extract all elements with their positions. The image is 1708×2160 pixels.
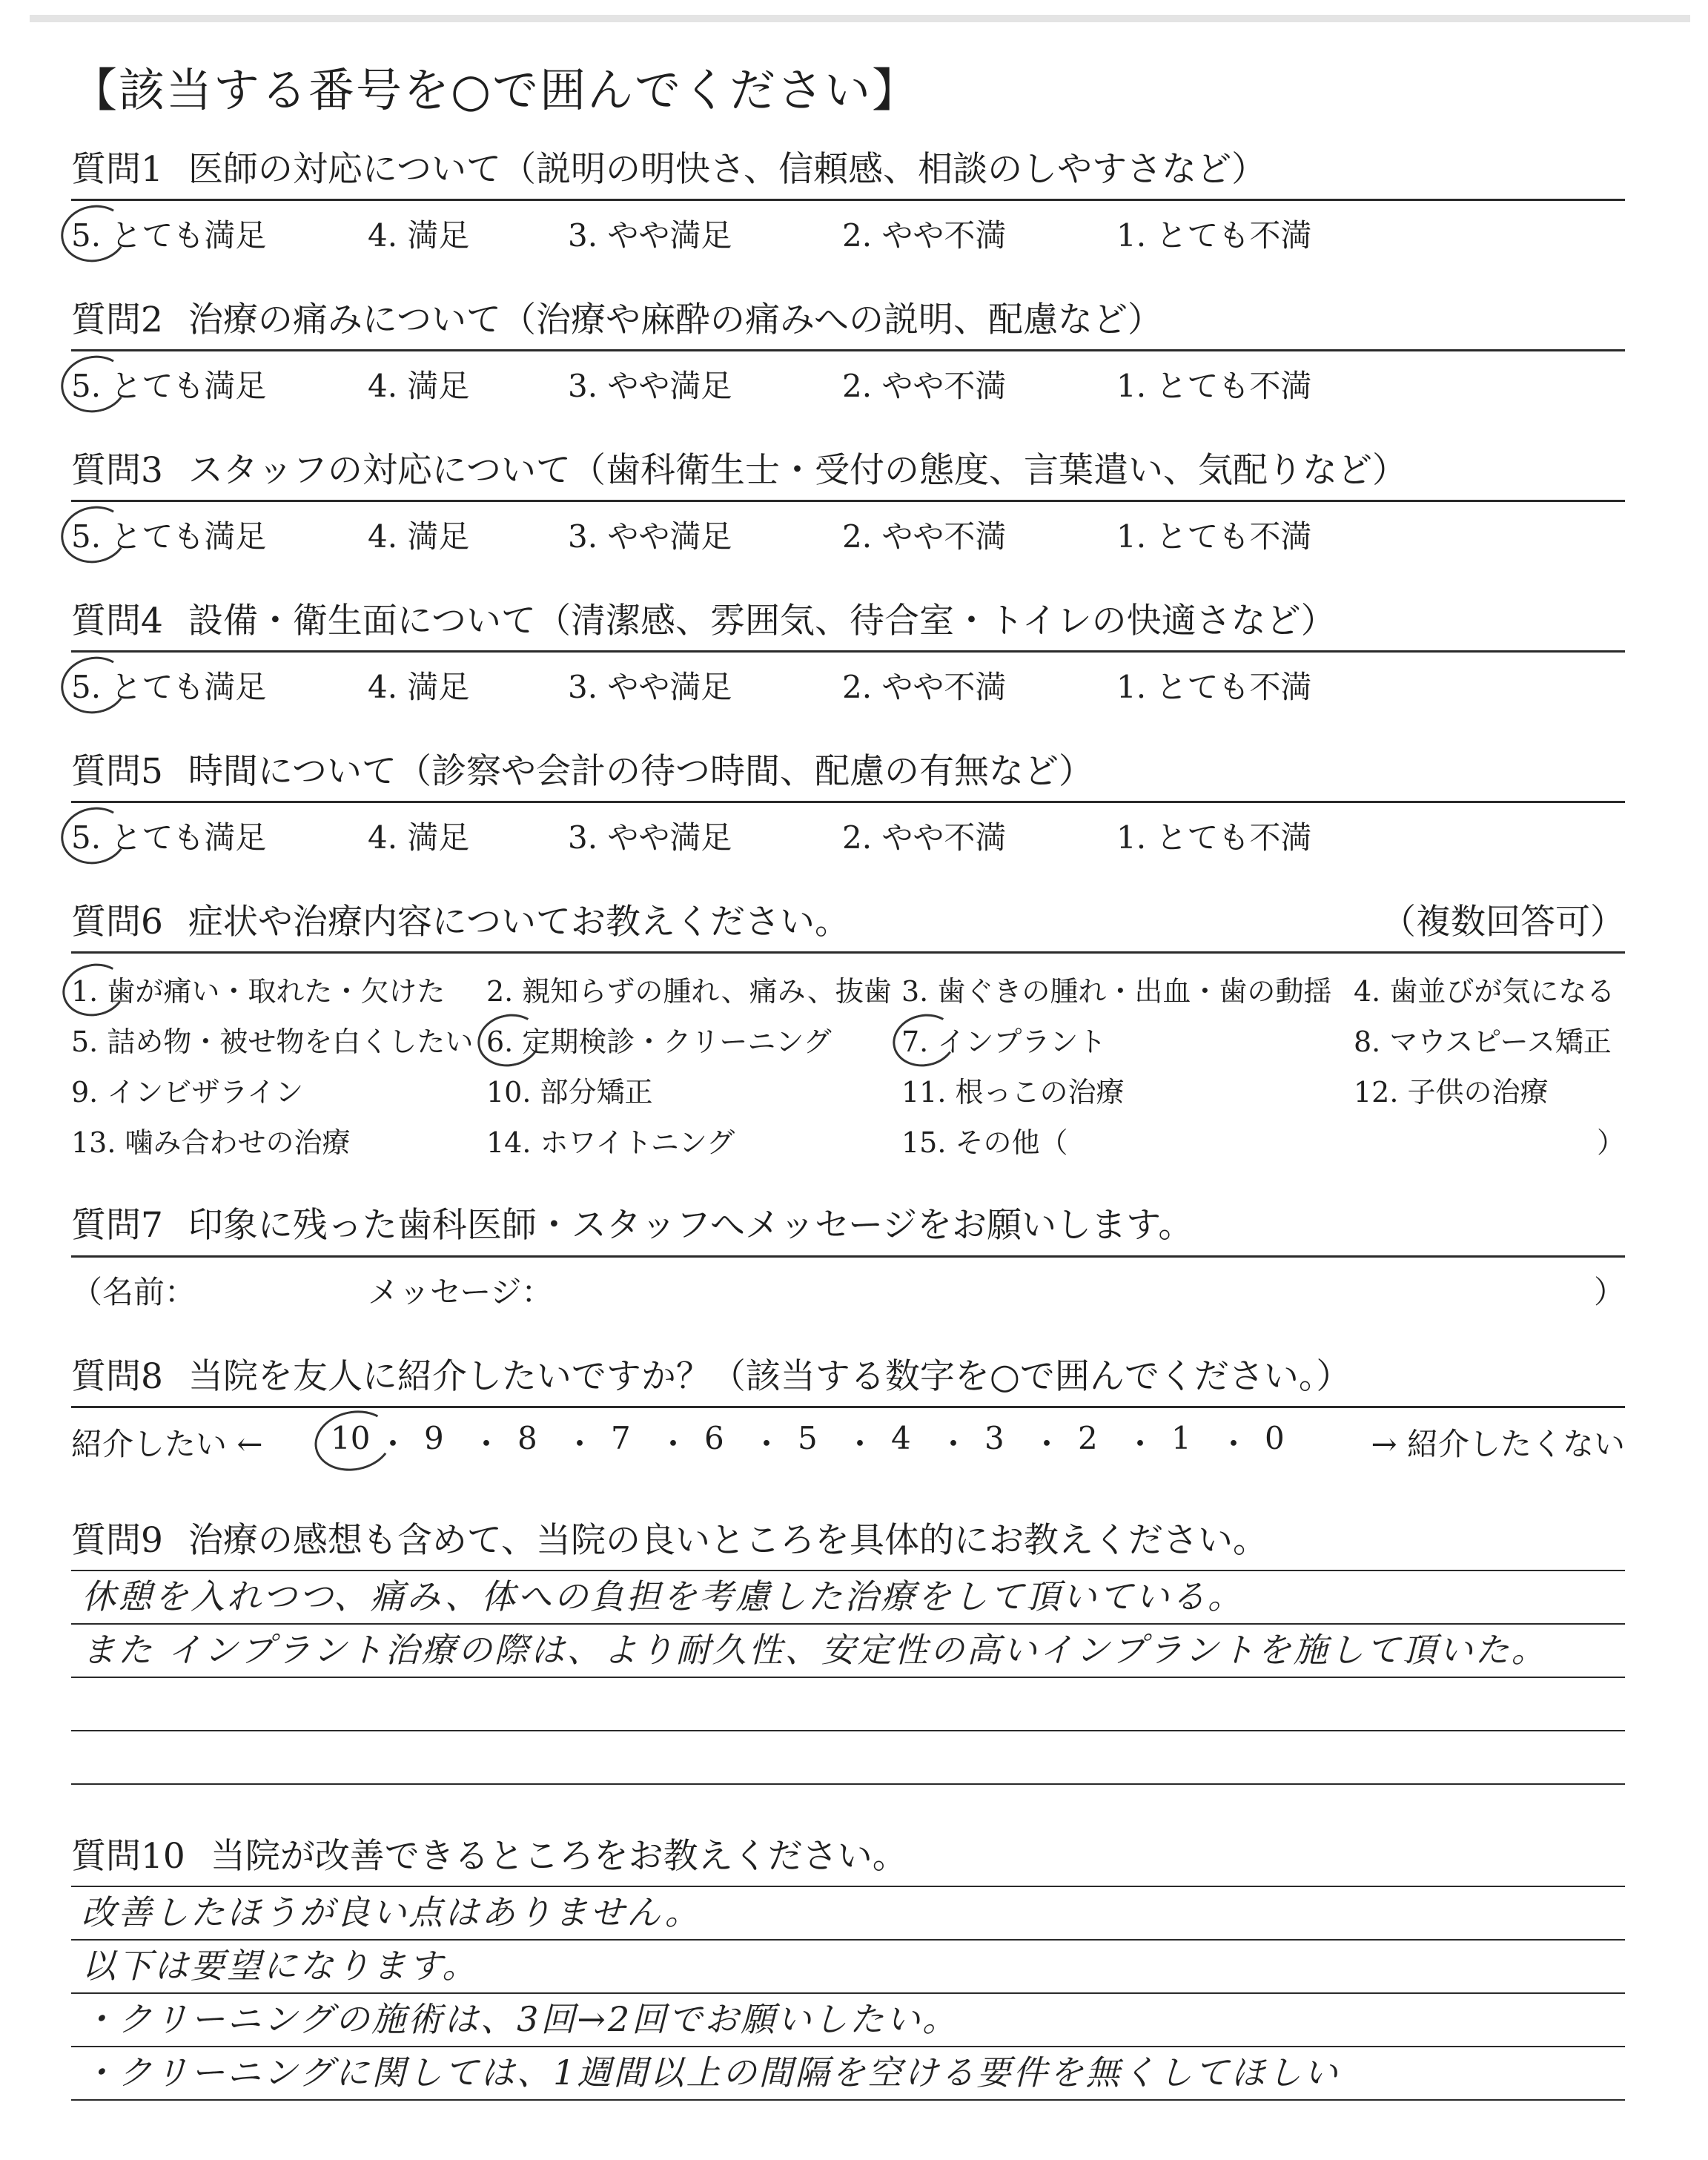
rating-option-1[interactable]: 1. とても不満 [1116, 368, 1312, 405]
answer-line[interactable] [71, 1994, 1625, 2047]
rating-option-4[interactable]: 4. 満足 [368, 368, 470, 405]
scale-separator: ・ [658, 1425, 689, 1462]
answer-line[interactable] [71, 1625, 1625, 1678]
handwritten-answer: ・クリーニングの施術は、3回→2回でお願いしたい。 [82, 1998, 959, 2039]
rating-options [71, 201, 1625, 254]
question-text: 時間について（診察や会計の待つ時間、配慮の有無など） [188, 751, 1093, 793]
question-7-header [71, 1206, 1625, 1257]
question-text: 当院が改善できるところをお教えください。 [210, 1835, 907, 1877]
hand-drawn-circle-mark [58, 958, 131, 1022]
scale-separator: ・ [471, 1425, 503, 1462]
scale-value-6[interactable]: 6 [704, 1419, 724, 1456]
q6-option-13[interactable]: 13. 噛み合わせの治療 [71, 1126, 351, 1160]
rating-option-4[interactable]: 4. 満足 [368, 217, 470, 254]
answer-line[interactable] [71, 2047, 1625, 2101]
scale-value-7[interactable]: 7 [611, 1419, 631, 1456]
hand-drawn-circle-mark [473, 1008, 546, 1072]
rating-option-2[interactable]: 2. やや不満 [842, 819, 1007, 856]
question-4-header [71, 601, 1625, 653]
answer-line[interactable] [71, 1731, 1625, 1785]
question-10-header [71, 1837, 1625, 1886]
question-number: 質問7 [71, 1205, 163, 1246]
name-label: （名前： [71, 1273, 196, 1310]
scale-separator: ・ [564, 1425, 596, 1462]
question-number: 質問5 [71, 751, 163, 793]
rating-option-5[interactable]: 5. とても満足 [71, 819, 267, 856]
rating-option-4[interactable]: 4. 満足 [368, 819, 470, 856]
rating-option-1[interactable]: 1. とても不満 [1116, 669, 1312, 706]
scale-separator: ・ [1218, 1425, 1250, 1462]
hand-drawn-circle-mark [56, 651, 133, 720]
q6-option-8[interactable]: 8. マウスピース矯正 [1354, 1025, 1612, 1059]
hand-drawn-circle-mark [56, 501, 133, 569]
answer-line[interactable] [71, 1571, 1625, 1625]
answer-line[interactable] [71, 1941, 1625, 1994]
scale-separator: ・ [1125, 1425, 1156, 1462]
q6-option-12[interactable]: 12. 子供の治療 [1354, 1076, 1549, 1109]
q6-option-6[interactable]: 6. 定期検診・クリーニング [486, 1025, 832, 1059]
rating-option-1[interactable]: 1. とても不満 [1116, 217, 1312, 254]
q6-option-14[interactable]: 14. ホワイトニング [486, 1126, 735, 1160]
question-7 [71, 1206, 1625, 1310]
answer-line[interactable] [71, 1678, 1625, 1731]
q6-option-4[interactable]: 4. 歯並びが気になる [1354, 975, 1615, 1008]
question-text: スタッフの対応について（歯科衛生士・受付の態度、言葉遣い、気配りなど） [188, 450, 1407, 492]
rating-option-3[interactable]: 3. やや満足 [568, 669, 732, 706]
question-text: 医師の対応について（説明の明快さ、信頼感、相談のしやすさなど） [188, 149, 1267, 191]
question-5-header [71, 752, 1625, 803]
question-text: 症状や治療内容についてお教えください。 [188, 902, 850, 943]
scale-separator: ・ [751, 1425, 783, 1462]
question-2-header [71, 300, 1625, 351]
question-number: 質問1 [71, 149, 163, 191]
scale-separator: ・ [844, 1425, 876, 1462]
q6-option-9[interactable]: 9. インビザライン [71, 1076, 304, 1109]
question-number: 質問9 [71, 1519, 163, 1561]
handwritten-answer: また インプラント治療の際は、より耐久性、安定性の高いインプラントを施して頂いた。 [82, 1629, 1548, 1670]
question-10 [71, 1837, 1625, 2101]
question-3 [71, 451, 1625, 555]
rating-options [71, 803, 1625, 856]
rating-option-3[interactable]: 3. やや満足 [568, 518, 732, 555]
survey-form [71, 65, 1625, 2147]
rating-options [71, 502, 1625, 555]
scale-left-label: 紹介したい ← [71, 1425, 263, 1462]
hand-drawn-circle-mark [56, 199, 133, 268]
rating-option-5[interactable]: 5. とても満足 [71, 368, 267, 405]
scale-value-2[interactable]: 2 [1078, 1419, 1098, 1456]
scale-value-10[interactable]: 10 [331, 1419, 371, 1456]
rating-options [71, 653, 1625, 706]
question-1 [71, 150, 1625, 254]
question-text: 設備・衛生面について（清潔感、雰囲気、待合室・トイレの快適さなど） [188, 601, 1336, 642]
rating-option-2[interactable]: 2. やや不満 [842, 518, 1007, 555]
scale-value-9[interactable]: 9 [424, 1419, 444, 1456]
handwritten-answer: 休憩を入れつつ、痛み、体への負担を考慮した治療をして頂いている。 [82, 1576, 1244, 1616]
question-9 [71, 1521, 1625, 1785]
q6-options [71, 954, 1625, 1176]
rating-option-3[interactable]: 3. やや満足 [568, 819, 732, 856]
recommend-scale [71, 1408, 1625, 1475]
q6-option-5[interactable]: 5. 詰め物・被せ物を白くしたい [71, 1025, 474, 1059]
question-text: 治療の痛みについて（治療や麻酔の痛みへの説明、配慮など） [188, 300, 1163, 341]
scale-right-label: → 紹介したくない [1371, 1425, 1625, 1462]
question-8 [71, 1357, 1625, 1475]
rating-option-4[interactable]: 4. 満足 [368, 669, 470, 706]
rating-options [71, 351, 1625, 405]
close-paren: ） [1593, 1273, 1625, 1310]
q6-option-1[interactable]: 1. 歯が痛い・取れた・欠けた [71, 975, 446, 1008]
question-number: 質問2 [71, 300, 163, 341]
question-text: 印象に残った歯科医師・スタッフへメッセージをお願いします。 [188, 1205, 1194, 1246]
rating-option-4[interactable]: 4. 満足 [368, 518, 470, 555]
q10-answer-lines [71, 1886, 1625, 2101]
rating-option-2[interactable]: 2. やや不満 [842, 368, 1007, 405]
scale-value-8[interactable]: 8 [517, 1419, 537, 1456]
question-number: 質問3 [71, 450, 163, 492]
q6-option-10[interactable]: 10. 部分矯正 [486, 1076, 653, 1109]
rating-option-2[interactable]: 2. やや不満 [842, 669, 1007, 706]
question-number: 質問4 [71, 601, 163, 642]
handwritten-answer: 改善したほうが良い点はありません。 [82, 1892, 701, 1932]
rating-option-1[interactable]: 1. とても不満 [1116, 518, 1312, 555]
question-number: 質問8 [71, 1355, 163, 1397]
question-1-header [71, 150, 1625, 201]
scale-value-1[interactable]: 1 [1171, 1419, 1191, 1456]
scale-separator: ・ [1031, 1425, 1063, 1462]
scale-value-3[interactable]: 3 [984, 1419, 1004, 1456]
question-5 [71, 752, 1625, 856]
answer-line[interactable] [71, 1887, 1625, 1941]
scale-separator: ・ [377, 1425, 409, 1462]
rating-option-3[interactable]: 3. やや満足 [568, 217, 732, 254]
q6-option-15[interactable]: 15. その他（ [901, 1126, 1068, 1160]
q6-option-11[interactable]: 11. 根っこの治療 [901, 1076, 1125, 1109]
question-4 [71, 601, 1625, 706]
question-number: 質問6 [71, 902, 163, 943]
question-text: 治療の感想も含めて、当院の良いところを具体的にお教えください。 [188, 1519, 1268, 1561]
rating-option-1[interactable]: 1. とても不満 [1116, 819, 1312, 856]
rating-option-3[interactable]: 3. やや満足 [568, 368, 732, 405]
question-number: 質問10 [71, 1835, 185, 1877]
handwritten-answer: 以下は要望になります。 [82, 1945, 479, 1986]
message-label[interactable]: メッセージ： [368, 1273, 553, 1310]
handwritten-answer: ・クリーニングに関しては、1週間以上の間隔を空ける要件を無くしてほしい [82, 2052, 1340, 2093]
hand-drawn-circle-mark [56, 350, 133, 419]
scale-separator: ・ [938, 1425, 970, 1462]
q6-option-7[interactable]: 7. インプラント [901, 1025, 1107, 1059]
question-2 [71, 300, 1625, 405]
rating-option-2[interactable]: 2. やや不満 [842, 217, 1007, 254]
q6-option-2[interactable]: 2. 親知らずの腫れ、痛み、抜歯 [486, 975, 892, 1008]
question-9-header [71, 1521, 1625, 1570]
q9-answer-lines [71, 1570, 1625, 1785]
rating-option-5[interactable]: 5. とても満足 [71, 669, 267, 706]
hand-drawn-circle-mark [56, 802, 133, 871]
question-6 [71, 902, 1625, 1176]
question-8-header [71, 1357, 1625, 1408]
scan-top-edge [30, 15, 1690, 22]
q6-option-3[interactable]: 3. 歯ぐきの腫れ・出血・歯の動揺 [901, 975, 1332, 1008]
question-6-header [71, 902, 1625, 954]
other-close-paren: ） [1596, 1126, 1625, 1160]
scale-value-0[interactable]: 0 [1265, 1419, 1285, 1456]
question-text: 当院を友人に紹介したいですか？（該当する数字を○で囲んでください。） [188, 1355, 1351, 1397]
rating-option-5[interactable]: 5. とても満足 [71, 518, 267, 555]
scale-value-5[interactable]: 5 [798, 1419, 818, 1456]
question-3-header [71, 451, 1625, 502]
rating-option-5[interactable]: 5. とても満足 [71, 217, 267, 254]
hand-drawn-circle-mark [888, 1008, 961, 1072]
q7-message-row [71, 1258, 1625, 1311]
scale-value-4[interactable]: 4 [891, 1419, 911, 1456]
form-title: 【該当する番号を○で囲んでください】 [71, 63, 920, 117]
multiple-answer-note: （複数回答可） [1381, 902, 1625, 943]
